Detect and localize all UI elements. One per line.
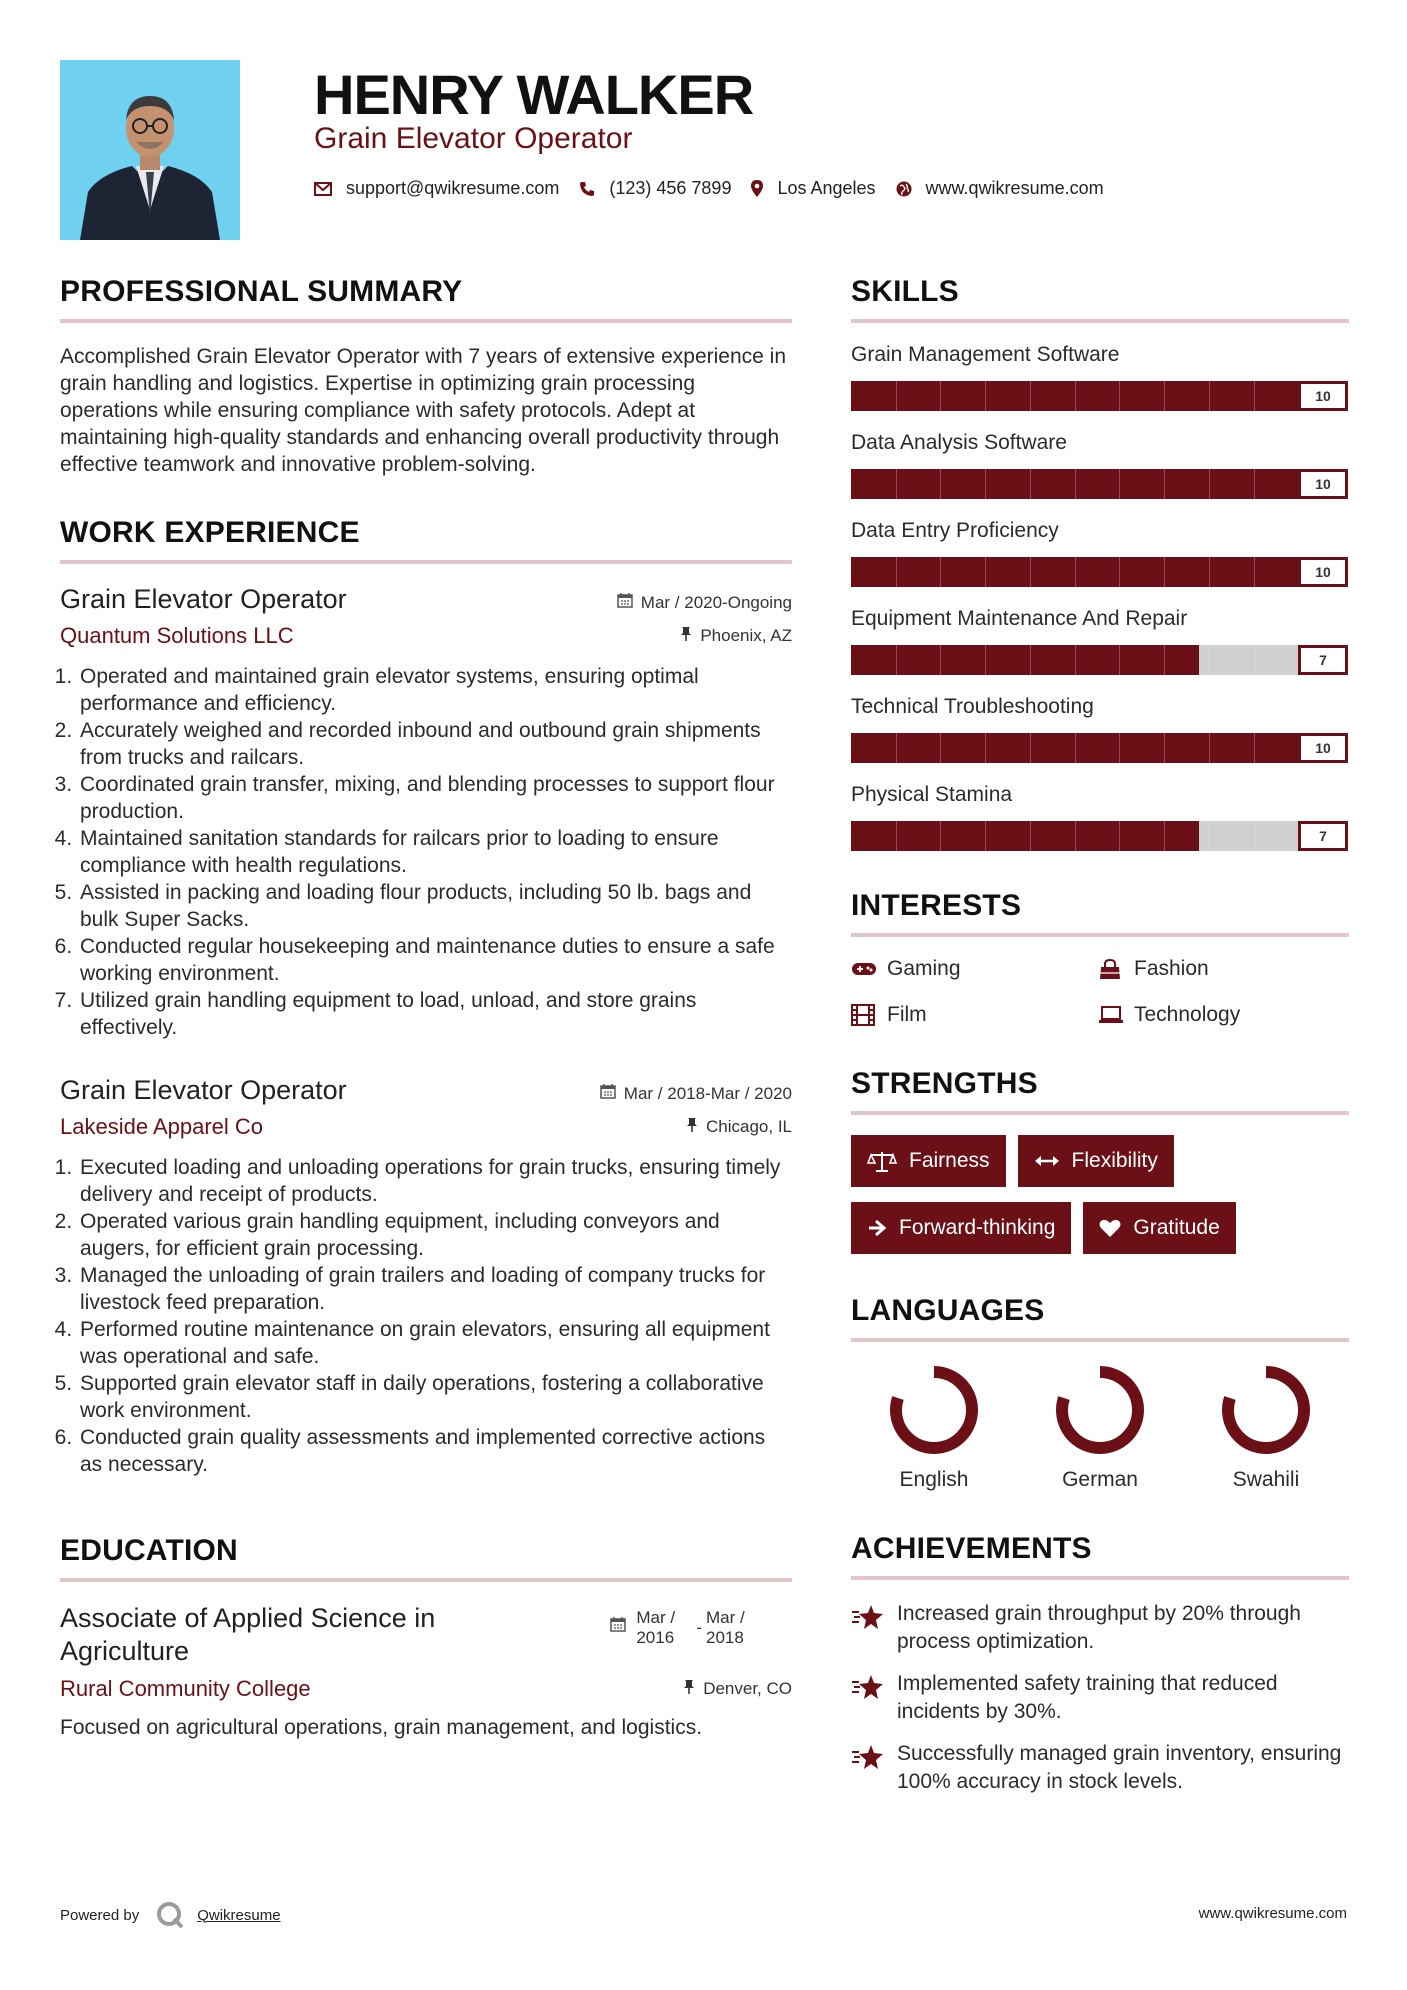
interest-label: Fashion: [1134, 957, 1209, 980]
job-location: [680, 626, 792, 647]
strength-label: Forward-thinking: [899, 1216, 1056, 1239]
skill-bar-segment: [1164, 733, 1165, 763]
skill-bar-segment: [1119, 469, 1120, 499]
achievement-item: [851, 1740, 1349, 1796]
gamepad-icon: [851, 961, 887, 977]
education-heading: EDUCATION: [60, 1534, 792, 1582]
skill-bar-segment: [1254, 733, 1255, 763]
job-role: Grain Elevator Operator: [60, 584, 347, 614]
skill-bar-segment: [1119, 733, 1120, 763]
laptop-icon: [1098, 1006, 1134, 1024]
job-bullet: 3. Coordinated grain transfer, mixing, and blending processes to support flour production.: [78, 771, 792, 825]
achievement-text: Implemented safety training that reduced incidents by 30%.: [897, 1672, 1278, 1723]
star-icon: [851, 1744, 897, 1770]
skill-bar-segment: [940, 469, 941, 499]
job-date: [600, 1083, 792, 1104]
language-name: English: [899, 1468, 969, 1491]
balance-scale-icon: [867, 1150, 897, 1172]
job-bullet: 6. Conducted regular housekeeping and maintenance duties to ensure a safe working environment.: [78, 933, 792, 987]
skill-bar: [851, 381, 1348, 411]
skills-heading: SKILLS: [851, 275, 1349, 323]
email-text: support@qwikresume.com: [346, 178, 560, 198]
skill-bar-segment: [1075, 381, 1076, 411]
skill-name: Physical Stamina: [851, 783, 1013, 806]
job-date-text: Mar / 2020-Ongoing: [640, 592, 792, 612]
skill-bar-segment: [1209, 469, 1210, 499]
skill-bar-segment: [1030, 645, 1031, 675]
skill-bar-fill: [851, 557, 1348, 587]
skill-bar-segment: [1119, 381, 1120, 411]
education-description: Focused on agricultural operations, grain management, and logistics.: [60, 1716, 703, 1739]
skill-value: 10: [1298, 381, 1348, 411]
skill-bar-fill: [851, 733, 1348, 763]
skill-value: 10: [1298, 733, 1348, 763]
achievements-heading: ACHIEVEMENTS: [851, 1532, 1349, 1580]
profile-photo: [60, 60, 240, 240]
job-date: [617, 592, 792, 613]
calendar-icon: [610, 1616, 626, 1637]
interests-section: [851, 889, 1349, 1027]
strength-badge: [851, 1135, 1006, 1187]
language-item: [1017, 1362, 1183, 1492]
skill-bar-segment: [1119, 557, 1120, 587]
interest-label: Technology: [1134, 1003, 1241, 1026]
skill-name: Data Entry Proficiency: [851, 519, 1059, 542]
summary-heading: PROFESSIONAL SUMMARY: [60, 275, 792, 323]
pushpin-icon: [680, 626, 692, 647]
job-location-text: Chicago, IL: [706, 1117, 792, 1136]
skill-bar-segment: [985, 645, 986, 675]
skill-bar-segment: [1254, 821, 1255, 851]
skill-bar-segment: [1254, 469, 1255, 499]
skill-bar-segment: [1030, 469, 1031, 499]
education-school: Rural Community College: [60, 1676, 311, 1701]
job-bullet: 2. Operated various grain handling equipment, including conveyors and augers, for efficient grain processing.: [78, 1208, 792, 1262]
shopping-bag-icon: [1098, 958, 1134, 980]
skill-item: [851, 607, 1349, 675]
skill-bar-segment: [1164, 469, 1165, 499]
contact-location: [751, 178, 875, 199]
achievement-text: Successfully managed grain inventory, ensuring 100% accuracy in stock levels.: [897, 1742, 1342, 1793]
skill-bar: [851, 469, 1348, 499]
skill-bar-segment: [1164, 381, 1165, 411]
skills-list: [851, 343, 1349, 851]
heart-icon: [1099, 1218, 1121, 1238]
skill-bar-segment: [1119, 645, 1120, 675]
skill-bar-segment: [1030, 733, 1031, 763]
skill-bar-segment: [985, 733, 986, 763]
candidate-name: HENRY WALKER: [314, 63, 754, 126]
interests-heading: INTERESTS: [851, 889, 1349, 937]
skill-bar-segment: [1209, 645, 1210, 675]
skill-bar-segment: [1254, 645, 1255, 675]
skill-name: Grain Management Software: [851, 343, 1120, 366]
job-bullet: 4. Maintained sanitation standards for railcars prior to loading to ensure compliance with health regulations.: [78, 825, 792, 879]
language-level-ring: [1218, 1362, 1314, 1458]
job-bullet: 1. Operated and maintained grain elevator systems, ensuring optimal performance and efficiency.: [78, 663, 792, 717]
education-degree: Associate of Applied Science in Agriculture: [60, 1603, 436, 1666]
skill-bar-segment: [1075, 821, 1076, 851]
skill-bar-segment: [940, 733, 941, 763]
skill-bar-segment: [1075, 645, 1076, 675]
strength-badge: [851, 1202, 1071, 1254]
skill-value: 10: [1298, 469, 1348, 499]
achievement-item: [851, 1670, 1349, 1726]
language-name: German: [1062, 1468, 1138, 1491]
calendar-icon: [600, 1083, 616, 1104]
qwikresume-logo-icon: [155, 1900, 185, 1930]
skill-bar-segment: [1030, 381, 1031, 411]
calendar-icon: [617, 592, 633, 613]
powered-by-text: Powered by: [60, 1906, 140, 1924]
education-start: Mar / 2016: [636, 1608, 676, 1647]
language-item: [1183, 1362, 1349, 1492]
phone-text: (123) 456 7899: [609, 178, 732, 198]
skill-bar-segment: [985, 381, 986, 411]
skill-bar-segment: [1075, 557, 1076, 587]
skill-bar-segment: [1209, 557, 1210, 587]
skill-item: [851, 519, 1349, 587]
skill-item: [851, 343, 1349, 411]
footer-powered-by: [60, 1900, 281, 1930]
job-location: [686, 1117, 792, 1138]
experience-section: [60, 516, 792, 1478]
job-date-text: Mar / 2018-Mar / 2020: [623, 1083, 792, 1103]
skill-name: Technical Troubleshooting: [851, 695, 1094, 718]
strength-label: Gratitude: [1133, 1216, 1220, 1239]
skill-name: Equipment Maintenance And Repair: [851, 607, 1188, 630]
interest-item: [851, 957, 1098, 981]
job-company: Lakeside Apparel Co: [60, 1114, 264, 1139]
skill-bar-segment: [1030, 557, 1031, 587]
skill-bar-segment: [985, 821, 986, 851]
language-item: [851, 1362, 1017, 1492]
education-section: [60, 1534, 792, 1741]
skill-bar-segment: [1119, 821, 1120, 851]
pushpin-icon: [686, 1117, 698, 1138]
arrows-horizontal-icon: [1034, 1154, 1060, 1168]
skill-item: [851, 783, 1349, 851]
arrow-right-icon: [867, 1218, 887, 1238]
right-column: [851, 275, 1349, 1810]
strengths-section: [851, 1067, 1349, 1254]
job-bullet: 6. Conducted grain quality assessments and implemented corrective actions as necessary.: [78, 1424, 792, 1478]
strength-badge: [1083, 1202, 1235, 1254]
job-location-text: Phoenix, AZ: [700, 626, 792, 645]
skill-bar-segment: [1075, 469, 1076, 499]
job-bullet: 1. Executed loading and unloading operations for grain trucks, ensuring timely delivery and receipt of products.: [78, 1154, 792, 1208]
skill-bar-segment: [896, 381, 897, 411]
job-entry: [60, 584, 792, 1041]
skill-bar: [851, 645, 1348, 675]
interest-label: Gaming: [887, 957, 961, 980]
skill-bar: [851, 557, 1348, 587]
brand-link[interactable]: Qwikresume: [197, 1906, 281, 1924]
skill-bar-segment: [940, 645, 941, 675]
contact-phone[interactable]: [579, 178, 731, 199]
language-level-ring: [1052, 1362, 1148, 1458]
envelope-icon: [314, 182, 332, 196]
skill-bar-segment: [1030, 821, 1031, 851]
website-text: www.qwikresume.com: [925, 178, 1104, 198]
education-date-separator: -: [696, 1618, 702, 1637]
candidate-title: Grain Elevator Operator: [314, 122, 633, 155]
star-icon: [851, 1674, 897, 1700]
skill-bar-segment: [1209, 821, 1210, 851]
skill-bar-segment: [940, 821, 941, 851]
job-bullet: 7. Utilized grain handling equipment to load, unload, and store grains effectively.: [78, 987, 792, 1041]
skill-item: [851, 695, 1349, 763]
skill-bar-segment: [1164, 645, 1165, 675]
language-level-ring: [886, 1362, 982, 1458]
education-dates: [610, 1608, 762, 1648]
skill-bar-segment: [1254, 557, 1255, 587]
strength-label: Fairness: [909, 1149, 990, 1172]
contact-bar: [314, 178, 1124, 199]
languages-section: [851, 1294, 1349, 1492]
job-bullet: 2. Accurately weighed and recorded inbound and outbound grain shipments from trucks and railcars.: [78, 717, 792, 771]
skill-bar-segment: [1254, 381, 1255, 411]
skill-bar-fill: [851, 381, 1348, 411]
education-location-text: Denver, CO: [703, 1679, 792, 1698]
job-bullet: 5. Assisted in packing and loading flour products, including 50 lb. bags and bulk Super Sacks.: [78, 879, 792, 933]
skill-bar-segment: [896, 557, 897, 587]
interest-item: [1098, 1003, 1345, 1027]
skill-bar-segment: [1075, 733, 1076, 763]
skill-bar-fill: [851, 469, 1348, 499]
contact-website[interactable]: [896, 178, 1104, 199]
globe-icon: [896, 181, 912, 197]
job-entry: [60, 1075, 792, 1478]
contact-email[interactable]: [314, 178, 559, 199]
languages-heading: LANGUAGES: [851, 1294, 1349, 1342]
achievements-section: [851, 1532, 1349, 1796]
skill-bar-segment: [940, 381, 941, 411]
interest-item: [851, 1003, 1098, 1027]
film-icon: [851, 1004, 887, 1026]
pushpin-icon: [683, 1679, 695, 1700]
skill-bar-segment: [896, 821, 897, 851]
education-location: [683, 1679, 792, 1700]
skill-value: 10: [1298, 557, 1348, 587]
strengths-heading: STRENGTHS: [851, 1067, 1349, 1115]
job-bullets: [60, 663, 792, 1041]
achievement-text: Increased grain throughput by 20% through process optimization.: [897, 1602, 1301, 1653]
skill-bar: [851, 733, 1348, 763]
summary-text: Accomplished Grain Elevator Operator with 7 years of extensive experience in grain handling and logistics. Expertise in optimizing grain processing operations while ensuring compliance with safety protocols. Adept at maintaining high-quality standards and enhancing overall productivity through effective teamwork and innovative problem-solving.: [60, 345, 787, 476]
job-role: Grain Elevator Operator: [60, 1075, 347, 1105]
skill-bar-segment: [1209, 733, 1210, 763]
job-bullet: 5. Supported grain elevator staff in daily operations, fostering a collaborative work environment.: [78, 1370, 792, 1424]
job-bullet: 4. Performed routine maintenance on grain elevators, ensuring all equipment was operational and safe.: [78, 1316, 792, 1370]
footer-website[interactable]: www.qwikresume.com: [1198, 1905, 1347, 1922]
map-pin-icon: [751, 180, 763, 197]
strength-badge: [1018, 1135, 1174, 1187]
skill-bar-segment: [896, 645, 897, 675]
interest-label: Film: [887, 1003, 927, 1026]
job-company: Quantum Solutions LLC: [60, 623, 294, 648]
skill-bar-fill: [851, 821, 1199, 851]
achievement-item: [851, 1600, 1349, 1656]
strength-label: Flexibility: [1071, 1149, 1158, 1172]
education-end: Mar / 2018: [706, 1608, 745, 1647]
skill-name: Data Analysis Software: [851, 431, 1067, 454]
location-text: Los Angeles: [777, 178, 876, 198]
skill-bar-segment: [985, 469, 986, 499]
skill-bar-fill: [851, 645, 1199, 675]
skill-value: 7: [1298, 645, 1348, 675]
skill-bar-segment: [940, 557, 941, 587]
skill-bar-segment: [985, 557, 986, 587]
skill-bar-segment: [1164, 557, 1165, 587]
skill-bar-segment: [1164, 821, 1165, 851]
job-bullet: 3. Managed the unloading of grain trailers and loading of company trucks for livestock feed preparation.: [78, 1262, 792, 1316]
skill-bar-segment: [896, 469, 897, 499]
skill-bar-segment: [1209, 381, 1210, 411]
skills-section: [851, 275, 1349, 851]
summary-section: [60, 275, 792, 478]
skill-value: 7: [1298, 821, 1348, 851]
interest-item: [1098, 957, 1345, 981]
skill-bar-segment: [896, 733, 897, 763]
skill-item: [851, 431, 1349, 499]
skill-bar: [851, 821, 1348, 851]
left-column: [60, 275, 792, 1741]
language-name: Swahili: [1232, 1468, 1300, 1491]
star-icon: [851, 1604, 897, 1630]
experience-heading: WORK EXPERIENCE: [60, 516, 792, 564]
job-bullets: [60, 1154, 792, 1478]
phone-icon: [579, 181, 595, 197]
